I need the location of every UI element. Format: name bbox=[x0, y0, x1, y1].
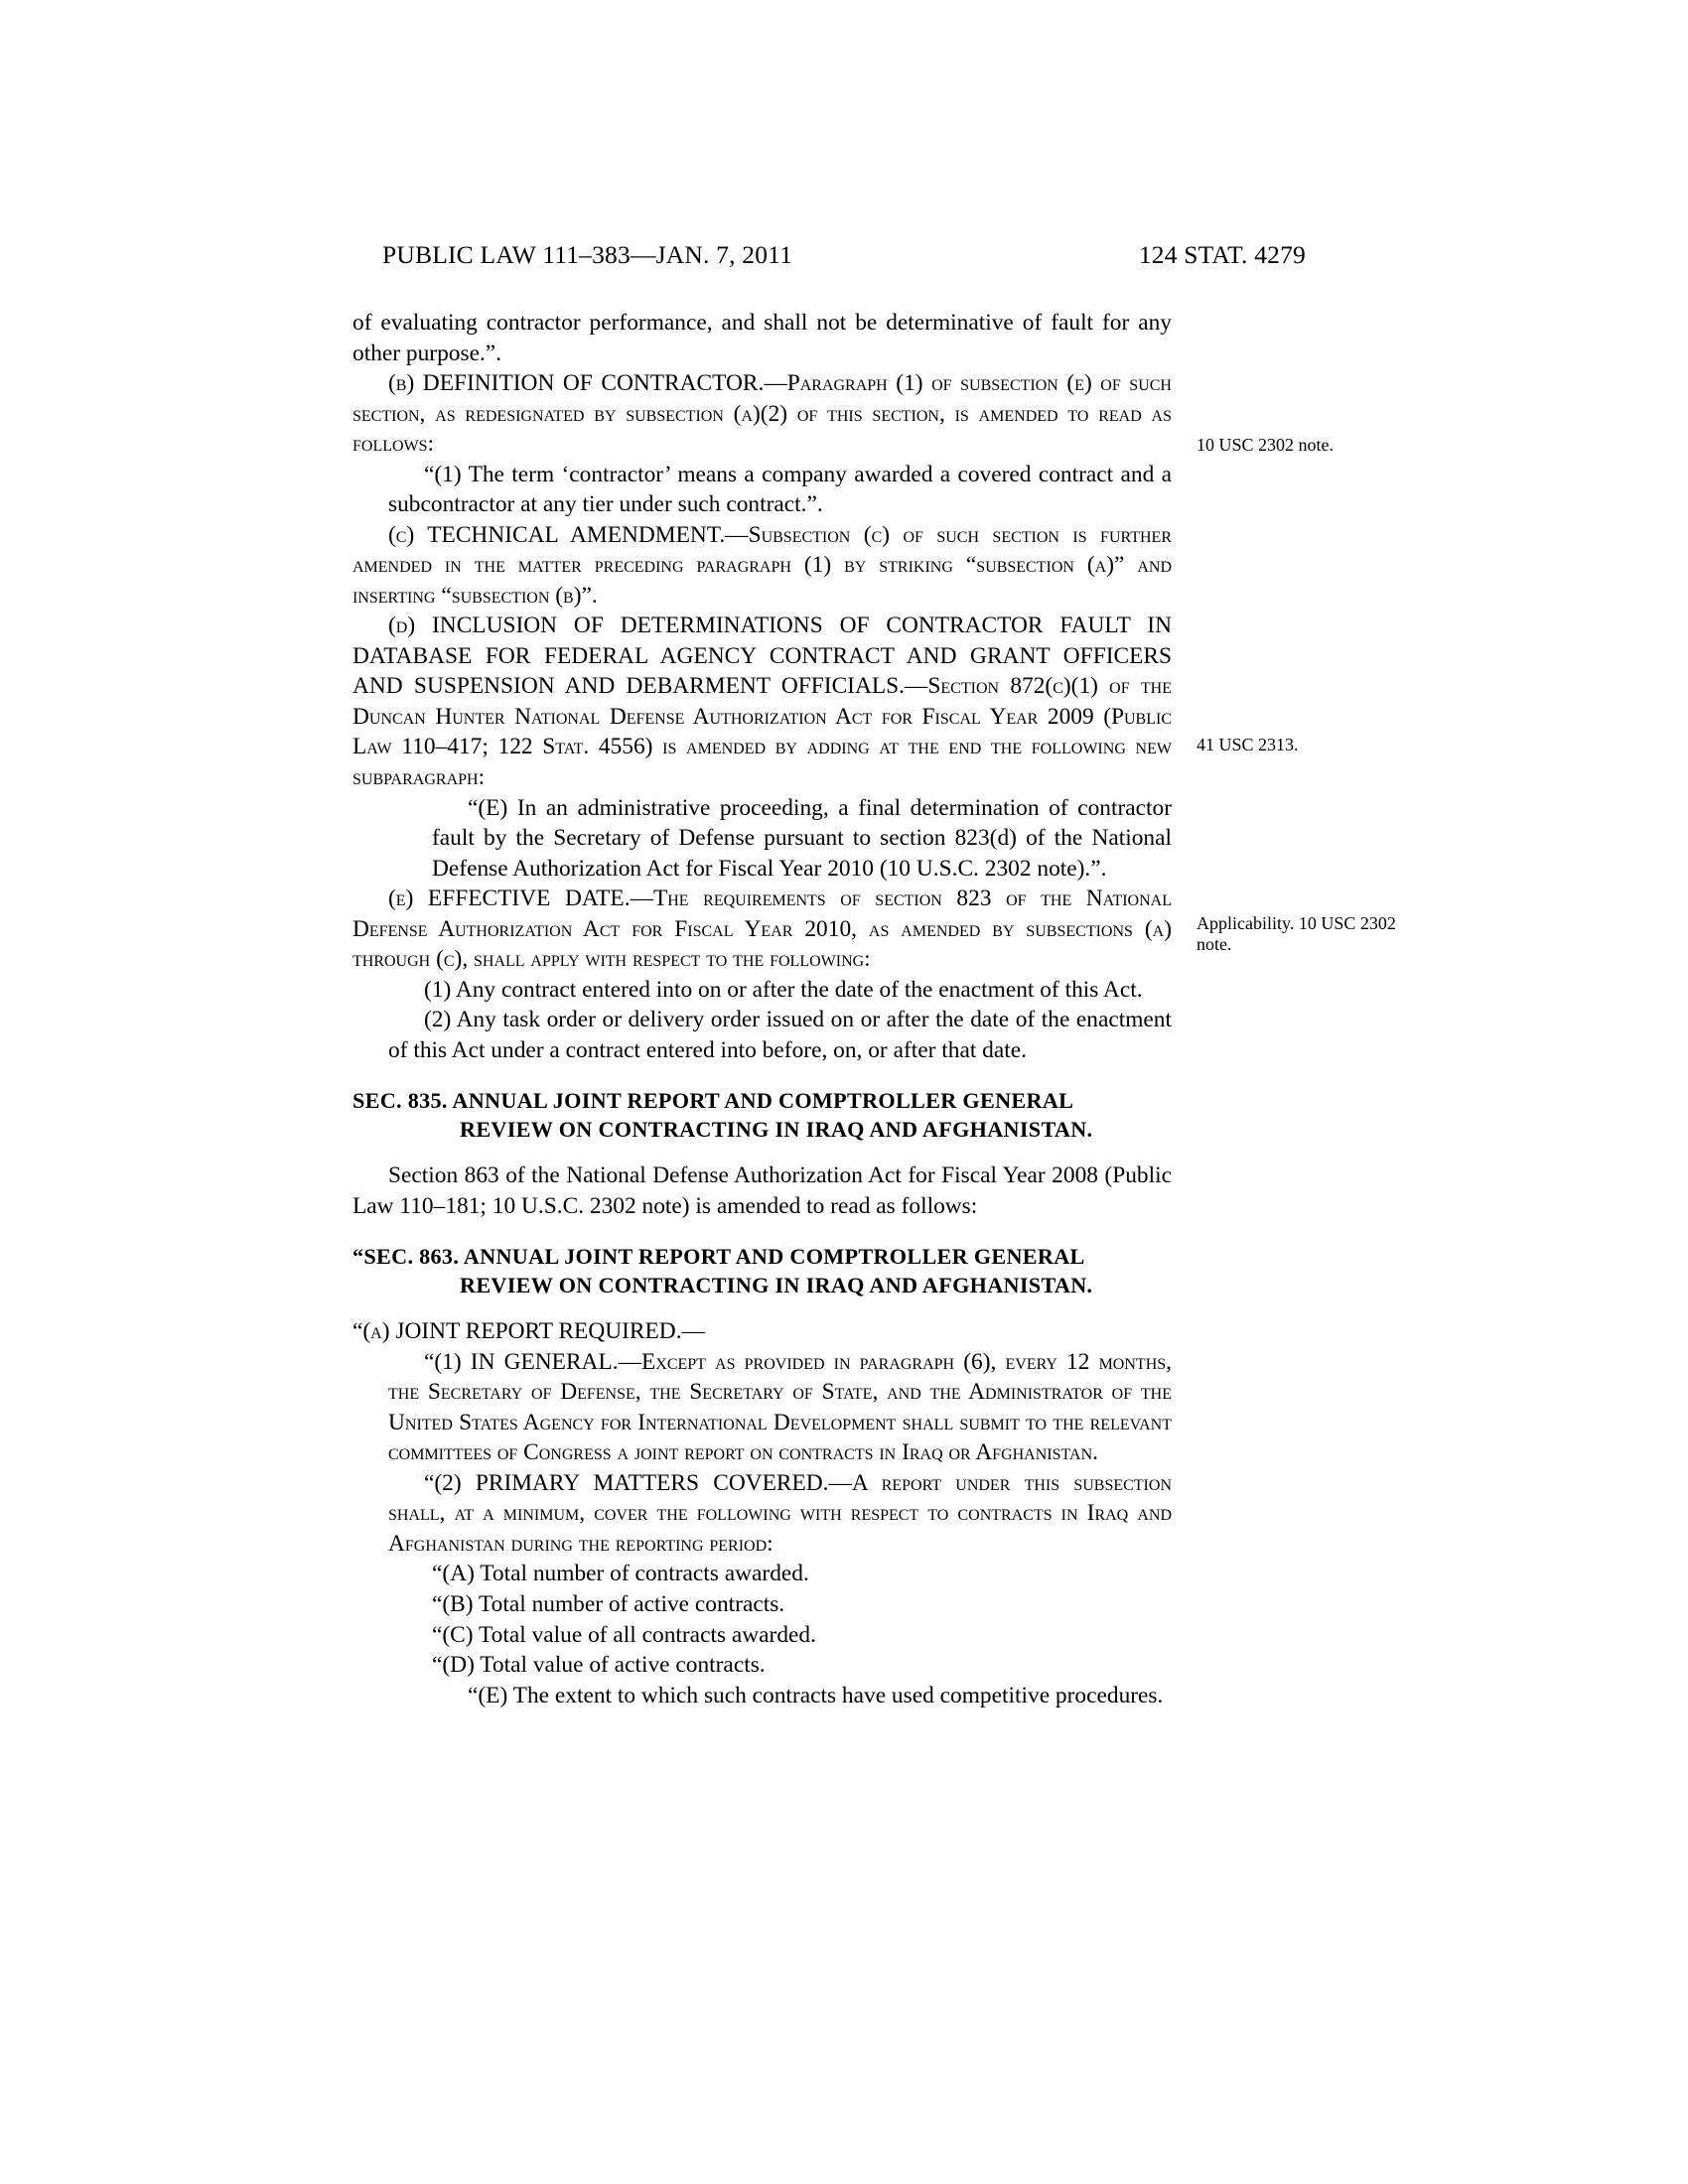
paragraph-e-effective-date: (e) EFFECTIVE DATE.—The requirements of section 823 of the National Defense Authorization Act for Fiscal Year 2010, as amended by subsections (a) through (c), shall apply with respect to the following: bbox=[352, 886, 1172, 973]
section-heading-835 bbox=[352, 1087, 1172, 1145]
page-header bbox=[0, 240, 1688, 270]
item-D-total-value-active: “(D) Total value of active contracts. bbox=[432, 1652, 766, 1679]
paragraph-1-in-general: “(1) IN GENERAL.—Except as provided in paragraph (6), every 12 months, the Secretary of Defense, the Secretary of State, and the Administrator of the United States Agency for International Development shall submit to the relevant committees of Congress a joint report on contracts in Iraq or Afghanistan. bbox=[388, 1348, 1172, 1466]
section-heading-863 bbox=[352, 1243, 1172, 1300]
spacer bbox=[352, 1147, 1172, 1160]
spacer bbox=[352, 1302, 1172, 1316]
header-stat-citation: 124 STAT. 4279 bbox=[1138, 240, 1306, 269]
paragraph-b-definition: (b) DEFINITION OF CONTRACTOR.—Paragraph (1) of subsection (e) of such section, as redesignated by subsection (a)(2) of this section, is amended to read as follows: bbox=[352, 370, 1172, 458]
paragraph-e-item-1: (1) Any contract entered into on or after the date of the enactment of this Act. bbox=[424, 976, 1143, 1003]
section-863-line-1: “SEC. 863. ANNUAL JOINT REPORT AND COMPTROLLER GENERAL bbox=[352, 1244, 1085, 1270]
header-public-law: PUBLIC LAW 111–383—JAN. 7, 2011 bbox=[382, 240, 793, 269]
quoted-subparagraph-e: “(E) In an administrative proceeding, a final determination of contractor fault by the Secretary of Defense pursuant to section 823(d) of the National Defense Authorization Act for Fiscal Year 2010 (10 U.S.C. 2302 note).”. bbox=[432, 794, 1172, 882]
item-C-total-value-awarded: “(C) Total value of all contracts awarded. bbox=[432, 1621, 816, 1648]
margin-note-10-usc-2302: 10 USC 2302 note. bbox=[1196, 435, 1335, 455]
margin-note-applicability: Applicability. 10 USC 2302 note. bbox=[1196, 913, 1396, 955]
section-835-line-1: SEC. 835. ANNUAL JOINT REPORT AND COMPTROLLER GENERAL bbox=[352, 1088, 1074, 1114]
quoted-paragraph-1: “(1) The term ‘contractor’ means a company awarded a covered contract and a subcontractor at any tier under such contract.”. bbox=[388, 461, 1172, 518]
subsection-a-joint-report-required: “(a) JOINT REPORT REQUIRED.— bbox=[352, 1318, 705, 1345]
paragraph-c-technical-amendment: (c) TECHNICAL AMENDMENT.—Subsection (c) of such section is further amended in the matter preceding paragraph (1) by striking “subsection (a)” and inserting “subsection (b)”. bbox=[352, 521, 1172, 609]
paragraph-e-item-2: (2) Any task order or delivery order issued on or after the date of the enactment of this Act under a contract entered into before, on, or after that date. bbox=[388, 1007, 1172, 1063]
section-835-intro: Section 863 of the National Defense Authorization Act for Fiscal Year 2008 (Public Law 110–181; 10 U.S.C. 2302 note) is amended to read as follows: bbox=[352, 1162, 1172, 1219]
margin-note-41-usc-2313: 41 USC 2313. bbox=[1196, 735, 1299, 754]
item-B-total-active-contracts: “(B) Total number of active contracts. bbox=[432, 1591, 785, 1617]
section-835-line-2: REVIEW ON CONTRACTING IN IRAQ AND AFGHANISTAN. bbox=[460, 1117, 1093, 1143]
item-A-total-contracts-awarded: “(A) Total number of contracts awarded. bbox=[432, 1561, 809, 1587]
body-column bbox=[352, 308, 1172, 1710]
item-E-competitive-procedures: “(E) The extent to which such contracts have used competitive procedures. bbox=[468, 1682, 1164, 1708]
paragraph-2-primary-matters: “(2) PRIMARY MATTERS COVERED.—A report under this subsection shall, at a minimum, cover the following with respect to contracts in Iraq and Afghanistan during the reporting period: bbox=[388, 1469, 1172, 1557]
paragraph-d-inclusion: (d) INCLUSION OF DETERMINATIONS OF CONTRACTOR FAULT IN DATABASE FOR FEDERAL AGENCY CONTRACT AND GRANT OFFICERS AND SUSPENSION AND DEBARMENT OFFICIALS.—Section 872(c)(1) of the Duncan Hunter National Defense Authorization Act for Fiscal Year 2009 (Public Law 110–417; 122 Stat. 4556) is amended by adding at the end the following new subparagraph: bbox=[352, 613, 1172, 790]
section-863-line-2: REVIEW ON CONTRACTING IN IRAQ AND AFGHANISTAN. bbox=[460, 1273, 1093, 1298]
paragraph-continuation: of evaluating contractor performance, and shall not be determinative of fault for any other purpose.”. bbox=[352, 310, 1172, 366]
